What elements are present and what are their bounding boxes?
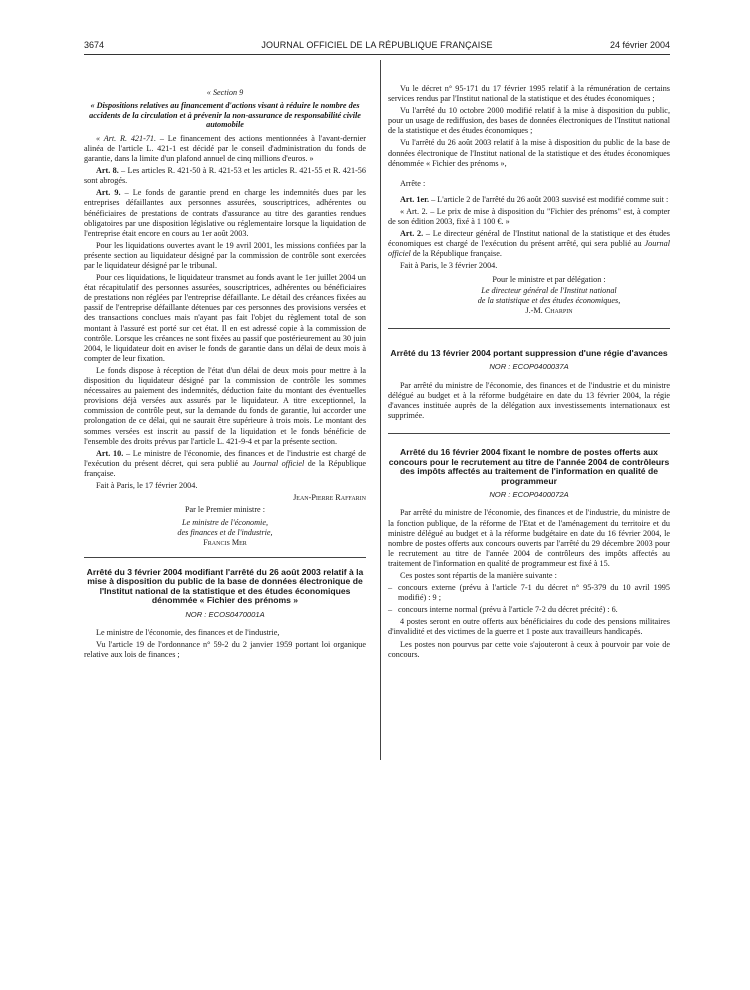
minister-title: des finances et de l'industrie,	[177, 528, 273, 538]
list-item: – concours interne normal (prévu à l'article 7-2 du décret précité) : 6.	[388, 605, 670, 615]
arrete-title: Arrêté du 3 février 2004 modifiant l'arrêté du 26 août 2003 relatif à la mise à disposition du public de la base de données électronique de l'Institut national de la statistique et des études économiques dénommée « Fichier des prénoms »	[86, 566, 364, 606]
page-header	[84, 40, 670, 54]
column-divider	[380, 60, 381, 760]
director-title: de la statistique et des études économiques,	[477, 295, 621, 305]
nor-reference: NOR : ECOP0400037A	[489, 362, 569, 372]
journal-title: JOURNAL OFFICIEL DE LA RÉPUBLIQUE FRANÇAISE	[261, 40, 493, 50]
paragraph: Le fonds dispose à réception de l'état d'un délai de deux mois pour mettre à la disposition du liquidateur désigné par la commission de contrôle les sommes nécessaires au paiement des indemnités, déduction faite du montant des éventuelles provisions déjà versées aux assurés par le liquidateur. A titre exceptionnel, la commission de contrôle peut, sur la demande du fonds de garantie, lui accorder une prolongation de ce délai, qui ne saurait être supérieure à trois mois. Le montant des sommes versées est inscrit au passif de la liquidation et le fonds bénéficie de l'ensemble des droits prévus par l'article L. 421-9-4 et par la présente section.	[84, 365, 366, 446]
article-1	[388, 195, 670, 205]
paragraph: Ces postes sont répartis de la manière suivante :	[400, 570, 557, 580]
article-text: – Le financement des actions mentionnées à l'avant-dernier alinéa de l'article L. 421-1 est décidé par le conseil d'administration du fonds de garantie, dans la limite d'un plafond annuel de cinq millions d'euros. »	[84, 133, 366, 164]
separator	[388, 328, 670, 329]
separator	[84, 557, 366, 558]
nor-reference: NOR : ECOP0400072A	[489, 490, 569, 500]
spacer	[388, 171, 670, 179]
minister-title: Le ministre de l'économie,	[181, 518, 269, 528]
by-delegation: Par le Premier ministre :	[184, 505, 266, 515]
paragraph: Pour ces liquidations, le liquidateur transmet au fonds avant le 1er juillet 2004 un état récapitulatif des personnes assurées, souscriptrices, adhérentes ou bénéficiaires de prestations non réglées par l'entreprise défaillante. Le détail des créances fixées au passif de l'entreprise défaillante détenues par ces personnes des provisions versées et des transactions conclues mais n'ayant pas fait l'objet du règlement total de son montant à l'assuré est porté sur cet état. Il en est adressé copie à la commission de contrôle. Lorsque les créances ne sont fixées au passif que postérieurement au 30 juin 2004, le liquidateur doit en aviser le fonds de garantie dans un délai de deux mois à compter de leur fixation.	[84, 273, 366, 363]
article-text: – Les articles R. 421-50 à R. 421-53 et les articles R. 421-55 et R. 421-56 sont abrogés.	[84, 166, 366, 186]
article-label: Art. 8.	[96, 166, 119, 176]
article-text: – Le fonds de garantie prend en charge les indemnités dues par les entreprises défaillantes aux personnes assurées, souscriptrices, adhérentes ou bénéficiaires de prestations de contrats d'assurance au titre des garanties rendues obligatoires par une disposition législative ou réglementaire lorsque la liquidation de l'entreprise était encore en cours au 1er août 2003.	[84, 188, 366, 238]
article-r421-71	[84, 134, 366, 164]
paragraph: Pour les liquidations ouvertes avant le 19 avril 2001, les missions confiées par la présente section au liquidateur désigné par la commission de contrôle sont exercées par le liquidateur désigné par le tribunal.	[84, 240, 366, 270]
article-8	[84, 166, 366, 186]
article-2	[388, 229, 670, 259]
paragraph: Vu l'arrêté du 26 août 2003 relatif à la mise à disposition du public de la base de données électronique de l'Institut national de la statistique et des études économiques dénommée « Fichier des prénoms »,	[388, 138, 670, 168]
by-delegation: Pour le ministre et par délégation :	[492, 274, 606, 284]
issue-date: 24 février 2004	[609, 40, 670, 50]
paragraph: Par arrêté du ministre de l'économie, des finances et de l'industrie et du ministre délégué au budget et à la réforme budgétaire en date du 13 février 2004, la régie d'avances instituée auprès de la délégation aux investissements internationaux est supprimée.	[388, 380, 670, 420]
place-date: Fait à Paris, le 17 février 2004.	[96, 480, 198, 490]
journal-reference: Journal officiel	[252, 458, 305, 468]
paragraph: Vu l'article 19 de l'ordonnance n° 59-2 du 2 janvier 1959 portant loi organique relative aux lois de finances ;	[84, 640, 366, 660]
director-name: J.-M. Charpin	[525, 305, 573, 315]
article-2-quote: « Art. 2. – Le prix de mise à disposition du "Fichier des prénoms" est, à compter de son édition 2003, fixé à 1 100 €. »	[388, 206, 670, 227]
article-text: – Le ministre de l'économie, des finances et de l'industrie est chargé de l'exécution du présent décret, qui sera publié au	[84, 448, 366, 468]
separator	[388, 433, 670, 434]
left-column	[84, 88, 366, 662]
paragraph: Le ministre de l'économie, des finances et de l'industrie,	[96, 628, 280, 637]
article-9	[84, 188, 366, 238]
article-text: – Le directeur général de l'Institut national de la statistique et des études économiques est chargé de l'exécution du présent arrêté, qui sera publié au	[388, 229, 670, 249]
arrete-label: Arrête :	[400, 178, 426, 188]
paragraph: Vu l'arrêté du 10 octobre 2000 modifié relatif à la mise à disposition du public, pour un usage de rediffusion, des bases de données électroniques de l'Institut national de la statistique et des études économiques ;	[388, 106, 670, 136]
article-label: « Art. R. 421-71.	[96, 133, 157, 143]
director-title: Le directeur général de l'Institut national	[481, 285, 617, 295]
minister-name: Francis Mer	[203, 538, 247, 548]
section-subtitle: « Dispositions relatives au financement d'actions visant à réduire le nombre des accidents de la circulation et à prévenir la non-assurance de responsabilité civile automobile	[89, 101, 361, 130]
article-text: de la République française.	[410, 249, 502, 259]
article-text: – L'article 2 de l'arrêté du 26 août 2003 susvisé est modifié comme suit :	[429, 194, 669, 204]
nor-reference: NOR : ECOS0470001A	[185, 609, 265, 619]
article-text: de la République française.	[84, 458, 366, 478]
paragraph: Vu le décret n° 95-171 du 17 février 1995 relatif à la rémunération de certains services rendus par l'Institut national de la statistique et des études économiques ;	[388, 84, 670, 104]
journal-reference: Journal officiel	[388, 239, 670, 259]
signatory-name: Jean-Pierre Raffarin	[293, 493, 366, 503]
article-label: Art. 10.	[96, 448, 124, 458]
list-item: – concours externe (prévu à l'article 7-1 du décret n° 95-379 du 10 avril 1995 modifié) : 9 ;	[388, 583, 670, 603]
paragraph: Par arrêté du ministre de l'économie, des finances et de l'industrie, du ministre de la fonction publique, de la réforme de l'Etat et de l'aménagement du territoire et du ministre délégué au budget et à la réforme budgétaire en date du 16 février 2004, le nombre de postes offerts aux concours ouverts par l'arrêté du 29 décembre 2003 pour le recrutement au titre de l'année 2004 de contrôleurs des impôts affectés au traitement de l'information en qualité de programmeur est fixé à 15.	[388, 508, 670, 568]
article-label: Art. 2.	[400, 229, 424, 239]
paragraph: Les postes non pourvus par cette voie s'ajouteront à ceux à pourvoir par voie de concours.	[388, 639, 670, 659]
header-rule	[84, 54, 670, 55]
page-number: 3674	[84, 40, 105, 50]
article-10	[84, 449, 366, 479]
article-label: Art. 9.	[96, 188, 121, 198]
right-column	[388, 84, 670, 662]
section-heading: « Section 9	[206, 88, 244, 97]
arrete-title: Arrêté du 16 février 2004 fixant le nombre de postes offerts aux concours pour le recrutement au titre de l'année 2004 de contrôleurs des impôts affectés au traitement de l'information en qualité de programmeur	[388, 446, 670, 486]
arrete-title: Arrêté du 13 février 2004 portant suppression d'une régie d'avances	[390, 347, 668, 358]
article-label: Art. 1er.	[400, 194, 430, 204]
place-date: Fait à Paris, le 3 février 2004.	[400, 261, 498, 271]
paragraph: 4 postes seront en outre offerts aux bénéficiaires du code des pensions militaires d'invalidité et des victimes de la guerre et 1 poste aux travailleurs handicapés.	[388, 617, 670, 637]
